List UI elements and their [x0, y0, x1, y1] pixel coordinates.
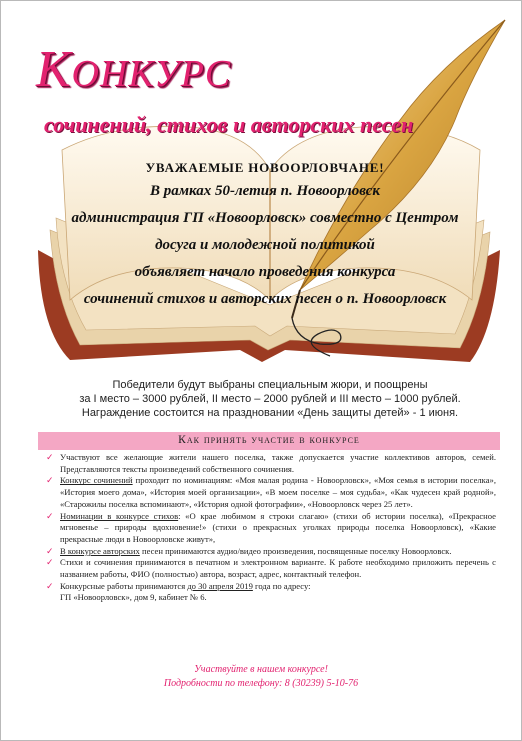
footer-invitation: Участвуйте в нашем конкурсе!	[194, 664, 328, 675]
announcement-greeting: УВАЖАЕМЫЕ НОВООРЛОВЧАНЕ!	[145, 160, 385, 175]
submission-address: ГП «Новоорловск», дом 9, кабинет № 6.	[60, 592, 207, 603]
prizes-block	[40, 378, 500, 420]
announcement-line: В рамках 50-летия п. Новоорловск	[149, 183, 381, 199]
prizes-line: за I место – 3000 рублей, II место – 2000 рублей и III место – 1000 рублей.	[79, 393, 461, 405]
list-item	[46, 511, 496, 546]
contest-subtitle: сочинений, стихов и авторских песен	[44, 112, 414, 137]
rule-text: проходит по номинациям: «Моя малая родина - Новоорловск», «Моя семья в истории поселка», «История моего дома», «История моей организации», «В моем поселке – моя судьба», «Как чудесен край родной», «Старожилы поселка вспоминают», «История одной фотографии», «Новоорловск через 25 лет».	[60, 475, 496, 509]
list-item	[46, 581, 496, 604]
rule-heading: Номинации в конкурсе стихов	[60, 510, 179, 521]
rule-text: песен принимаются аудио/видео произведения, посвященные поселку Новоорловск.	[139, 545, 452, 556]
rule-heading: В конкурсе авторских	[60, 545, 140, 556]
list-item	[46, 452, 496, 475]
prizes-line: Награждение состоится на праздновании «День защиты детей» - 1 июня.	[81, 407, 459, 419]
title-first-letter: К	[36, 41, 72, 98]
checkmark-icon: ✓	[46, 557, 54, 568]
checkmark-icon: ✓	[46, 580, 54, 591]
checkmark-icon: ✓	[46, 475, 54, 486]
list-item	[46, 557, 496, 580]
announcement-line: сочинений стихов и авторских песен о п. Новоорловск	[83, 291, 447, 307]
title-rest: ОНКУРС	[71, 53, 232, 95]
rule-heading: Конкурс сочинений	[60, 475, 133, 486]
list-item	[46, 475, 496, 510]
section-header	[38, 432, 500, 450]
checkmark-icon: ✓	[46, 510, 54, 521]
announcement-line: досуга и молодежной политикой	[155, 237, 375, 253]
rule-text: года по адресу:	[252, 580, 311, 591]
section-title: Как принять участие в конкурсе	[178, 434, 360, 446]
prizes-line: Победители будут выбраны специальным жюри, и поощрены	[112, 379, 428, 391]
deadline-date: до 30 апреля 2019	[187, 580, 253, 591]
rule-text: Конкурсные работы принимаются	[60, 580, 188, 591]
rules-list	[46, 452, 496, 604]
contest-title	[36, 40, 231, 99]
footer-phone: Подробности по телефону: 8 (30239) 5-10-76	[163, 678, 359, 689]
announcement-line: администрация ГП «Новоорловск» совместно с Центром	[71, 210, 459, 226]
rule-text: : «О крае любимом я строки слагаю» (стихи об истории поселка), «Прекрасное мгновенье – природы вдохновение!» (стихи о прекрасных уголках природы поселка Новоорловск), «Какие прекрасные люди в Новоорловске живут»,	[60, 510, 496, 544]
rule-text: Стихи и сочинения принимаются в печатном и электронном варианте. К работе необходимо приложить перечень с названием работы, ФИО (полностью) автора, возраст, адрес, контактный телефон.	[60, 557, 496, 580]
checkmark-icon: ✓	[46, 452, 54, 462]
checkmark-icon: ✓	[46, 545, 54, 556]
rule-text: Участвуют все желающие жители нашего поселка, также допускается участие коллективов авторов, семей. Представляются тексты произведений собственного сочинения.	[60, 452, 496, 474]
list-item	[46, 546, 496, 558]
announcement-line: объявляет начало проведения конкурса	[134, 264, 396, 280]
